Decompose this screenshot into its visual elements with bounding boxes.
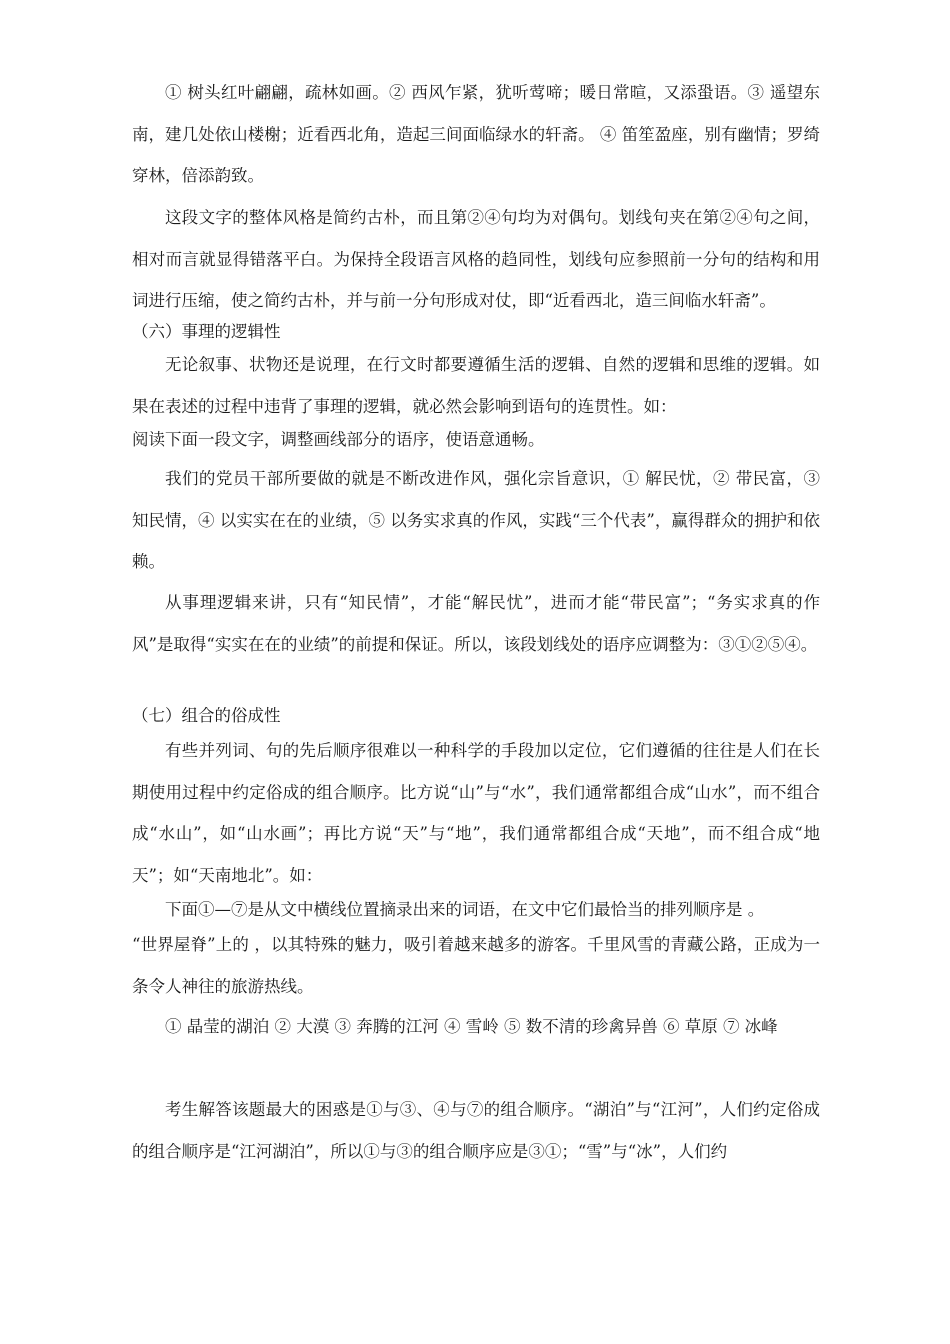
analysis-paragraph-2: 从事理逻辑来讲，只有“知民情”，才能“解民忧”，进而才能“带民富”；“务实求真的作风”是取得“实实在在的业绩”的前提和保证。所以，该段划线处的语序应调整为：③①②⑤④。 [132,593,820,654]
example-paragraph-1: ① 树头红叶翩翩，疏林如画。② 西风乍紧，犹听莺啼；暖日常暄，又添蛩语。③ 遥望东南，建几处依山楼榭；近看西北角，造起三间面临绿水的轩斋。 ④ 笛笙盈座，别有幽情；罗绮穿林，倍添韵致。 [132,83,820,185]
example-paragraph-2: 我们的党员干部所要做的就是不断改进作风，强化宗旨意识，① 解民忧，② 带民富，③ 知民情，④ 以实实在在的业绩，⑤ 以务实求真的作风，实践“三个代表”，赢得群众的拥护和依赖。 [132,469,820,571]
intro-paragraph-7: 有些并列词、句的先后顺序很难以一种科学的手段加以定位，它们遵循的往往是人们在长期使用过程中约定俗成的组合顺序。比方说“山”与“水”，我们通常都组合成“山水”，而不组合成“水山”，如“山水画”；再比方说“天”与“地”，我们通常都组合成“天地”，而不组合成“地天”；如“天南地北”。如： [132,741,820,885]
section-heading-7: （七）组合的俗成性 [132,706,281,725]
intro-paragraph-6: 无论叙事、状物还是说理，在行文时都要遵循生活的逻辑、自然的逻辑和思维的逻辑。如果在表述的过程中违背了事理的逻辑，就必然会影响到语句的连贯性。如： [132,355,820,416]
word-options-list: ① 晶莹的湖泊 ② 大漠 ③ 奔腾的江河 ④ 雪岭 ⑤ 数不清的珍禽异兽 ⑥ 草原 ⑦ 冰峰 [165,1017,778,1036]
section-heading-6: （六）事理的逻辑性 [132,322,281,341]
analysis-paragraph-1: 这段文字的整体风格是简约古朴，而且第②④句均为对偶句。划线句夹在第②④句之间，相对而言就显得错落平白。为保持全段语言风格的趋同性，划线句应参照前一分句的结构和用词进行压缩，使之简约古朴，并与前一分句形成对仗，即“近看西北，造三间临水轩斋”。 [132,208,820,310]
example-paragraph-3: “世界屋脊”上的 ，以其特殊的魅力，吸引着越来越多的游客。千里风雪的青藏公路，正成为一条令人神往的旅游热线。 [132,935,820,996]
question-prompt-6: 阅读下面一段文字，调整画线部分的语序，使语意通畅。 [132,430,545,449]
question-prompt-7: 下面①—⑦是从文中横线位置摘录出来的词语，在文中它们最恰当的排列顺序是 。 [165,900,765,919]
analysis-paragraph-3: 考生解答该题最大的困惑是①与③、④与⑦的组合顺序。“湖泊”与“江河”，人们约定俗成的组合顺序是“江河湖泊”，所以①与③的组合顺序应是③①；“雪”与“冰”，人们约 [132,1100,820,1161]
